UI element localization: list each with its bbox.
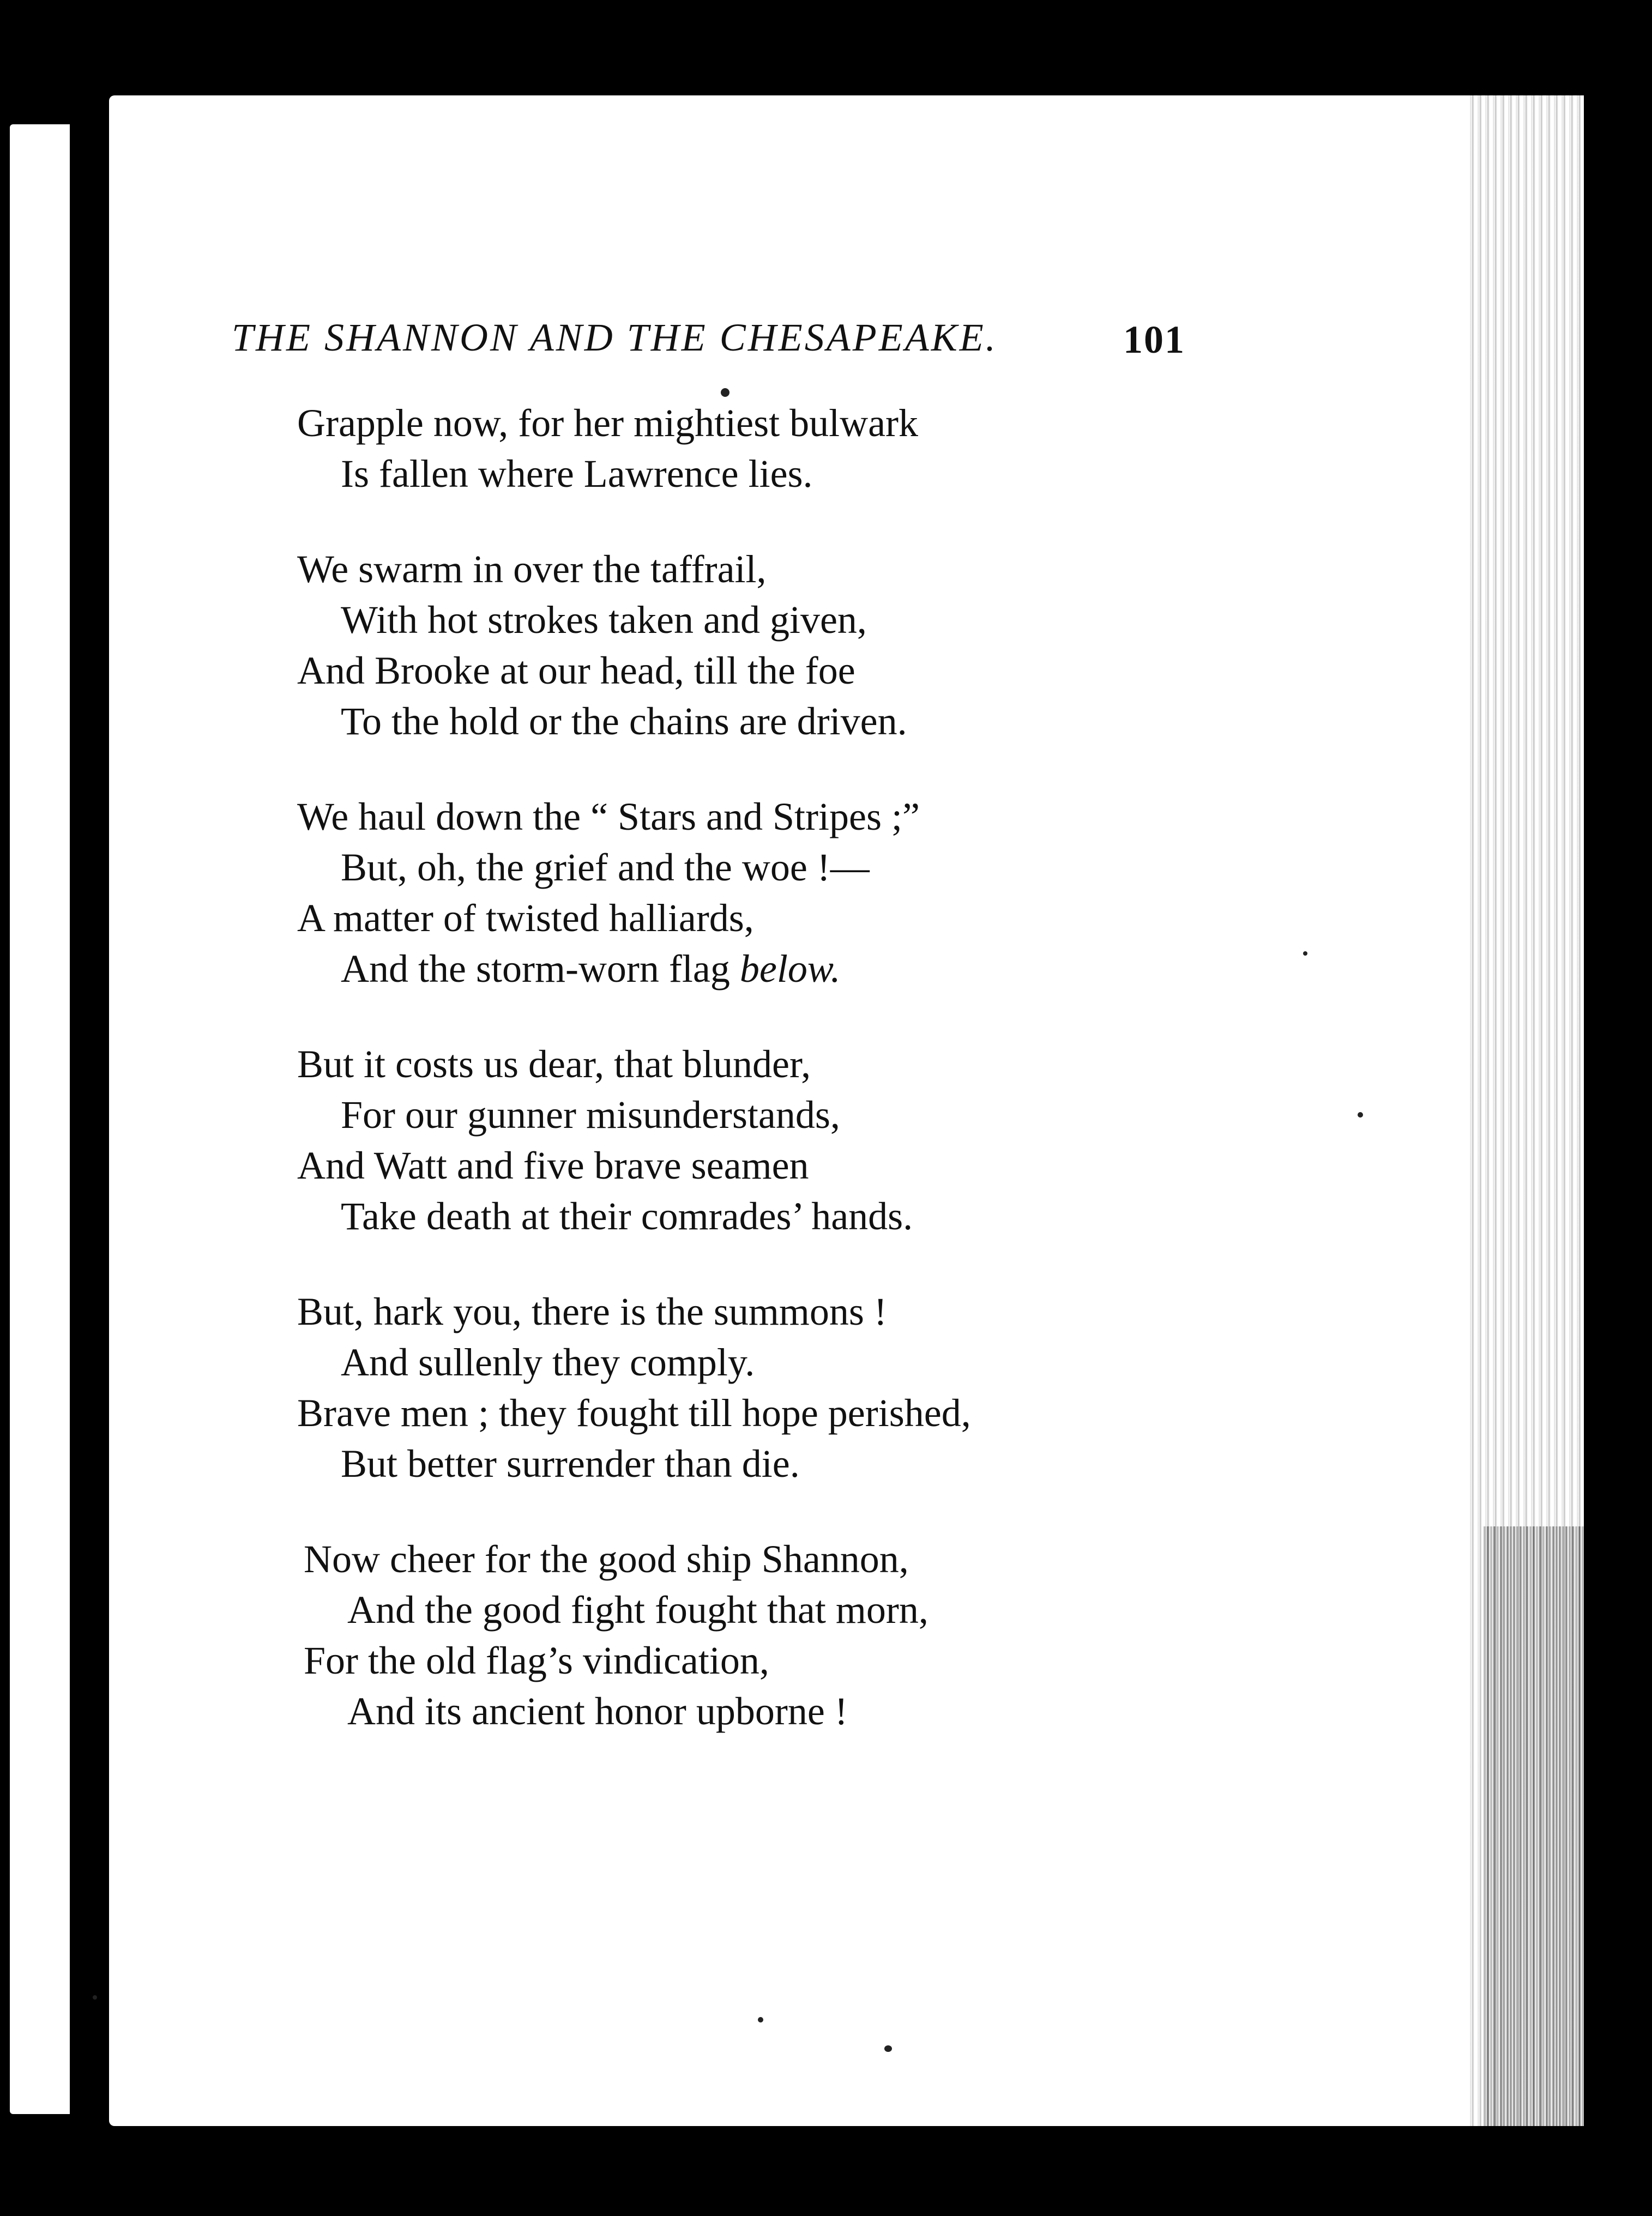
poem-line: And sullenly they comply. <box>341 1341 755 1384</box>
stanza <box>304 1534 1169 1737</box>
poem-line: And its ancient honor upborne ! <box>347 1689 848 1733</box>
poem-line: But better surrender than die. <box>341 1442 800 1486</box>
print-speck <box>1303 951 1307 956</box>
poem-line: For the old flag’s vindication, <box>304 1639 769 1682</box>
poem-line: With hot strokes taken and given, <box>341 598 867 642</box>
poem-line: Take death at their comrades’ hands. <box>341 1194 913 1238</box>
poem-line: And Watt and five brave seamen <box>297 1144 809 1187</box>
italic-word: below. <box>739 947 841 991</box>
running-header <box>232 315 1202 375</box>
poem-line: Is fallen where Lawrence lies. <box>341 452 813 496</box>
poem-line: And Brooke at our head, till the foe <box>297 649 855 692</box>
stanza <box>297 1287 1169 1489</box>
print-speck <box>1358 1112 1363 1118</box>
running-title: THE SHANNON AND THE CHESAPEAKE. <box>232 316 998 359</box>
poem-line: We haul down the “ Stars and Stripes ;” <box>297 795 920 838</box>
poem-line: For our gunner misunderstands, <box>341 1093 840 1137</box>
poem-line: Brave men ; they fought till hope perished, <box>297 1391 971 1435</box>
poem-line: To the hold or the chains are driven. <box>341 699 907 743</box>
poem-line: A matter of twisted halliards, <box>297 896 754 940</box>
poem-line-text: And the storm-worn flag <box>341 947 730 991</box>
stanza <box>297 1039 1169 1242</box>
print-speck <box>721 388 729 397</box>
stanza <box>297 398 1169 499</box>
page-number: 101 <box>1123 318 1185 361</box>
print-speck <box>884 2045 892 2052</box>
poem-line: But it costs us dear, that blunder, <box>297 1042 811 1086</box>
print-speck <box>93 1995 97 2000</box>
page-stack-shadow <box>1483 1526 1584 2126</box>
poem-line: But, hark you, there is the summons ! <box>297 1290 887 1333</box>
poem-body <box>297 398 1169 1782</box>
poem-line: But, oh, the grief and the woe !— <box>341 846 870 889</box>
stanza <box>297 544 1169 747</box>
poem-line: We swarm in over the taffrail, <box>297 547 767 591</box>
left-page-edge <box>10 124 70 2114</box>
poem-line: And the good fight fought that morn, <box>347 1588 929 1632</box>
poem-line: Now cheer for the good ship Shannon, <box>304 1537 909 1581</box>
poem-line: Grapple now, for her mightiest bulwark <box>297 401 919 445</box>
stanza <box>297 792 1169 994</box>
poem-line <box>297 944 1169 994</box>
print-speck <box>758 2017 763 2022</box>
